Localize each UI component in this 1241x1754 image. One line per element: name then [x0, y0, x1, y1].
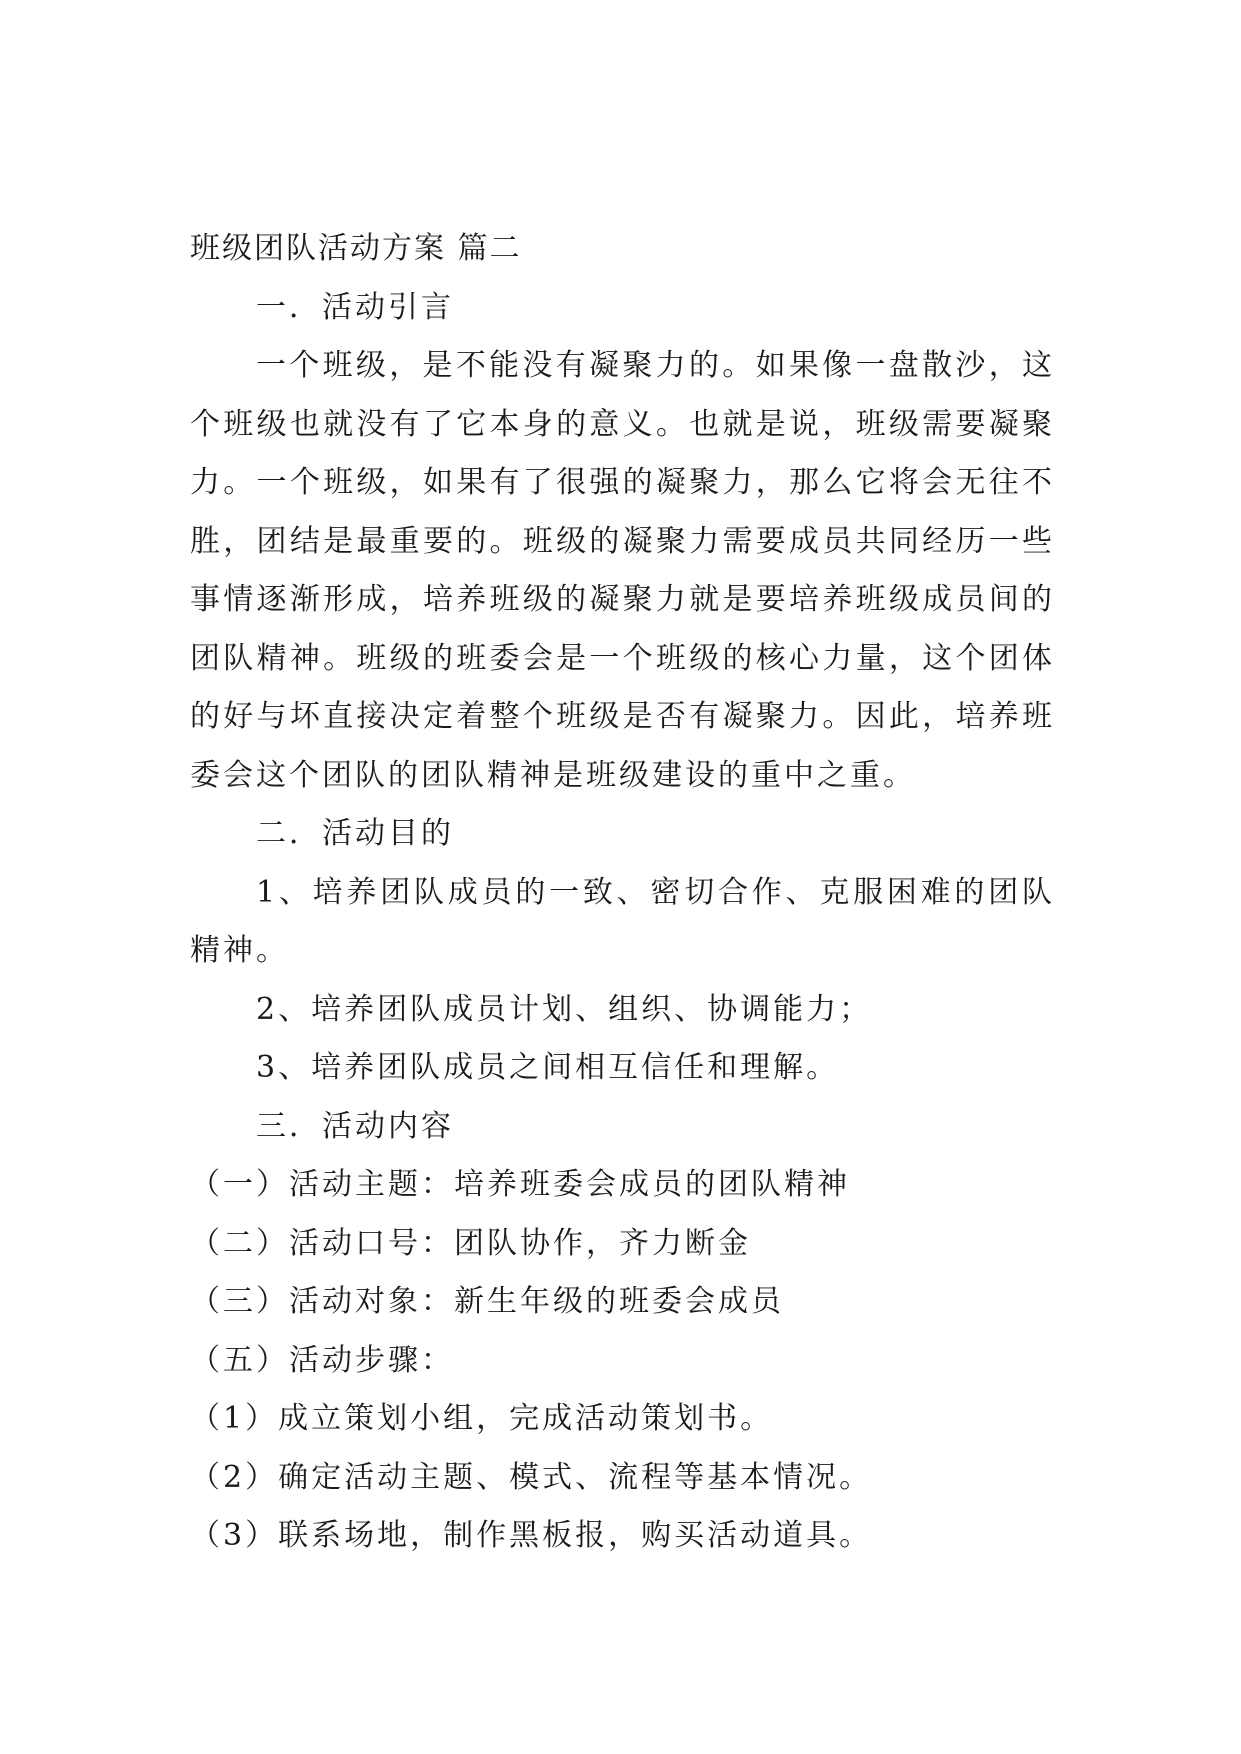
step-item: （1）成立策划小组，完成活动策划书。: [190, 1401, 774, 1436]
step-item: （2）确定活动主题、模式、流程等基本情况。: [190, 1459, 873, 1495]
section-heading-intro: 一．活动引言: [256, 289, 454, 325]
purpose-item: 2、培养团队成员计划、组织、协调能力；: [256, 991, 873, 1027]
step-item: （3）联系场地，制作黑板报，购买活动道具。: [190, 1518, 873, 1553]
purpose-item: 3、培养团队成员之间相互信任和理解。: [256, 1050, 840, 1085]
document-title: 班级团队活动方案 篇二: [190, 231, 522, 266]
purpose-item: 1、培养团队成员的一致、密切合作、克服困难的团队精神。: [190, 874, 1055, 968]
content-item: （一）活动主题：培养班委会成员的团队精神: [190, 1167, 850, 1202]
content-item: （二）活动口号：团队协作，齐力断金: [190, 1225, 751, 1261]
intro-paragraph: 一个班级，是不能没有凝聚力的。如果像一盘散沙，这个班级也就没有了它本身的意义。也就是说，班级需要凝聚力。一个班级，如果有了很强的凝聚力，那么它将会无往不胜，团结是最重要的。班级的凝聚力需要成员共同经历一些事情逐渐形成，培养班级的凝聚力就是要培养班级成员间的团队精神。班级的班委会是一个班级的核心力量，这个团体的好与坏直接决定着整个班级是否有凝聚力。因此，培养班委会这个团队的团队精神是班级建设的重中之重。: [190, 348, 1055, 793]
content-item: （五）活动步骤：: [190, 1342, 454, 1378]
document-body: [190, 220, 1055, 1566]
section-heading-purpose: 二．活动目的: [256, 816, 454, 851]
section-heading-content: 三．活动内容: [256, 1108, 454, 1144]
content-item: （三）活动对象：新生年级的班委会成员: [190, 1284, 784, 1319]
